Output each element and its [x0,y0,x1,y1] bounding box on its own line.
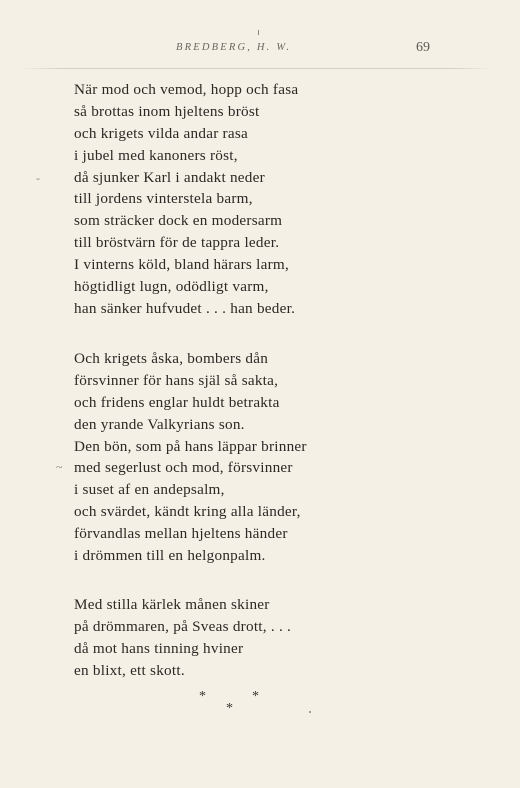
poem-line: en blixt, ett skott. [74,661,185,679]
poem-line: och krigets vilda andar rasa [74,124,248,142]
asterism-star: * [199,689,206,704]
asterism-star: * [226,701,233,716]
poem-line: högtidligt lugn, odödligt varm, [74,278,269,296]
poem-line: i drömmen till en helgonpalm. [74,547,266,565]
page-number: 69 [416,40,430,55]
header-divider [22,68,492,69]
poem-line: När mod och vemod, hopp och fasa [74,81,299,98]
poem-line: i jubel med kanoners röst, [74,146,238,164]
margin-mark: ~ [56,460,63,474]
poem-line: då mot hans tinning hviner [74,639,244,657]
poem-line: med segerlust och mod, försvinner [74,459,293,477]
poem-line: Med stilla kärlek månen skiner [74,596,270,613]
poem-line: i suset af en andepsalm, [74,481,225,499]
poem-line: försvinner för hans själ så sakta, [74,371,279,389]
margin-mark: - [36,171,40,185]
poem-line: till bröstvärn för de tappra leder. [74,234,280,252]
poem-line: den yrande Valkyrians son. [74,415,245,433]
poem-line: I vinterns köld, bland härars larm, [74,256,289,274]
print-mark [258,30,259,35]
print-speck [309,711,311,713]
poem-line: så brottas inom hjeltens bröst [74,102,260,120]
poem-line: till jordens vinterstela barm, [74,190,253,208]
poem-line: och fridens englar huldt betrakta [74,393,280,411]
asterism-star: * [252,689,259,704]
poem-line: som sträcker dock en modersarm [74,212,283,230]
running-head [0,42,520,58]
poem-line: då sjunker Karl i andakt neder [74,168,265,186]
poem-line: Och krigets åska, bombers dån [74,350,269,367]
poem-line: och svärdet, kändt kring alla länder, [74,503,301,521]
poem-line: på drömmaren, på Sveas drott, . . . [74,617,292,635]
poem-line: Den bön, som på hans läppar brinner [74,437,307,455]
running-title: BREDBERG, H. W. [176,42,292,53]
poem-line: förvandlas mellan hjeltens händer [74,525,288,543]
stanza-1 [74,79,298,320]
stanza-2 [74,348,307,567]
stanza-3 [74,594,291,682]
poem-line: han sänker hufvudet . . . han beder. [74,299,296,317]
